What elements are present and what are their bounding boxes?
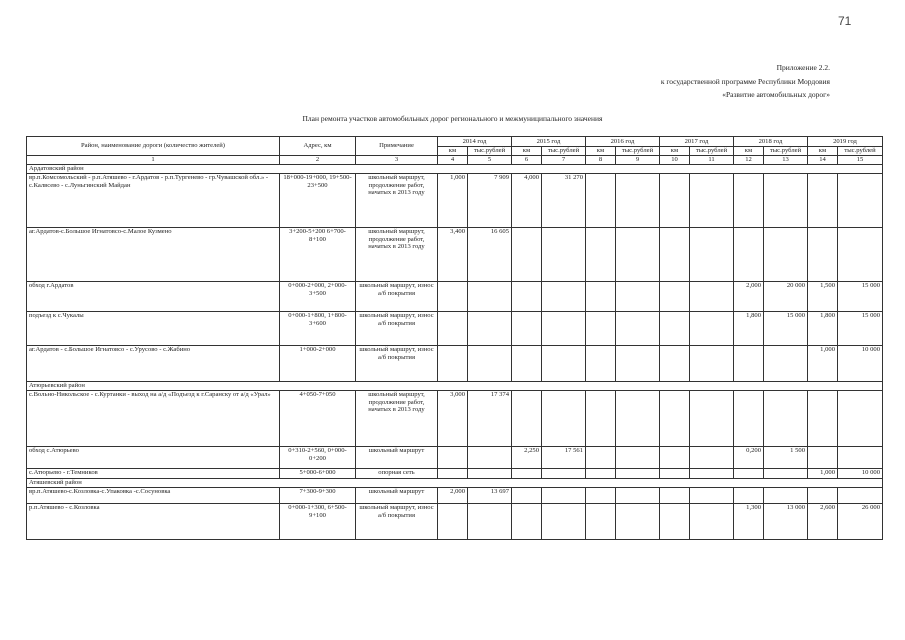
- value-rub: 17 561: [542, 447, 586, 469]
- column-number: 5: [468, 156, 512, 165]
- header-unit-rub: тыс.рублей: [690, 147, 734, 156]
- value-km: [660, 469, 690, 479]
- value-rub: [616, 447, 660, 469]
- value-km: [734, 346, 764, 382]
- value-rub: [542, 282, 586, 312]
- district-name: Ардатовский район: [27, 165, 883, 174]
- value-km: [586, 488, 616, 504]
- road-note: школьный маршрут, продолжение работ, начатых в 2013 году: [356, 228, 438, 282]
- road-name: обход с.Атюрьево: [27, 447, 280, 469]
- road-note: школьный маршрут, продолжение работ, начатых в 2013 году: [356, 174, 438, 228]
- value-km: [660, 488, 690, 504]
- road-note: школьный маршрут, износ а/б покрытия: [356, 504, 438, 540]
- value-km: [734, 174, 764, 228]
- value-rub: [468, 447, 512, 469]
- value-km: [438, 312, 468, 346]
- road-name: обход г.Ардатов: [27, 282, 280, 312]
- value-km: [734, 391, 764, 447]
- value-km: 1,000: [438, 174, 468, 228]
- value-rub: [616, 282, 660, 312]
- table-row: [27, 228, 883, 282]
- value-km: [586, 312, 616, 346]
- value-rub: [542, 488, 586, 504]
- road-note: опорная сеть: [356, 469, 438, 479]
- road-name: вр.п.Комсомольский - р.п.Атяшево - г.Ардатов - р.п.Тургенево - гр.Чувашской обл.» - с.Калвсево - с.Луньгинский Майдан: [27, 174, 280, 228]
- road-address: 4+050-7+050: [280, 391, 356, 447]
- value-rub: [616, 312, 660, 346]
- value-rub: 26 000: [838, 504, 883, 540]
- column-number: 15: [838, 156, 883, 165]
- table-row: [27, 174, 883, 228]
- road-name: подъезд к с.Чукалы: [27, 312, 280, 346]
- value-rub: [468, 346, 512, 382]
- road-address: 5+000-6+000: [280, 469, 356, 479]
- road-name: аг.Ардатов - с.Большое Игнатовсо - с.Урусово - с.Жабино: [27, 346, 280, 382]
- value-rub: 10 000: [838, 469, 883, 479]
- header-unit-rub: тыс.рублей: [616, 147, 660, 156]
- value-km: 1,000: [808, 469, 838, 479]
- road-name: с.Атюрьево - г.Темников: [27, 469, 280, 479]
- road-address: 0+000-1+300, 6+500-9+100: [280, 504, 356, 540]
- value-km: 1,800: [734, 312, 764, 346]
- value-rub: [468, 282, 512, 312]
- value-rub: 15 000: [838, 282, 883, 312]
- value-km: 3,000: [438, 391, 468, 447]
- value-km: [660, 346, 690, 382]
- header-year: 2016 год: [586, 137, 660, 147]
- table-row: [27, 488, 883, 504]
- header-year: 2014 год: [438, 137, 512, 147]
- district-row: [27, 382, 883, 391]
- table-row: [27, 447, 883, 469]
- header-unit-rub: тыс.рублей: [838, 147, 883, 156]
- value-rub: 10 000: [838, 346, 883, 382]
- value-rub: [690, 228, 734, 282]
- value-km: [438, 282, 468, 312]
- header-unit-rub: тыс.рублей: [542, 147, 586, 156]
- column-number: 8: [586, 156, 616, 165]
- value-km: [660, 312, 690, 346]
- value-km: 2,250: [512, 447, 542, 469]
- value-km: 0,200: [734, 447, 764, 469]
- value-km: [512, 504, 542, 540]
- value-rub: 7 909: [468, 174, 512, 228]
- value-rub: 16 605: [468, 228, 512, 282]
- value-km: 3,400: [438, 228, 468, 282]
- road-note: школьный маршрут, износ а/б покрытия: [356, 312, 438, 346]
- value-rub: 20 000: [764, 282, 808, 312]
- value-km: [586, 504, 616, 540]
- header-year: 2018 год: [734, 137, 808, 147]
- value-rub: [690, 312, 734, 346]
- table-row: [27, 469, 883, 479]
- value-rub: [468, 504, 512, 540]
- value-rub: [616, 391, 660, 447]
- value-rub: [690, 346, 734, 382]
- value-rub: [690, 282, 734, 312]
- district-name: Атюрьевский район: [27, 382, 883, 391]
- column-number: 9: [616, 156, 660, 165]
- value-rub: [690, 447, 734, 469]
- value-km: [438, 346, 468, 382]
- value-rub: [542, 312, 586, 346]
- road-name: вр.п.Атяшево-с.Козловка-с.Упаковка -с.Сосуновка: [27, 488, 280, 504]
- header-unit-km: км: [734, 147, 764, 156]
- table-row: [27, 346, 883, 382]
- value-rub: 1 500: [764, 447, 808, 469]
- road-note: школьный маршрут: [356, 447, 438, 469]
- value-rub: [838, 488, 883, 504]
- value-rub: [616, 469, 660, 479]
- value-km: [586, 447, 616, 469]
- header-year: 2017 год: [660, 137, 734, 147]
- road-note: школьный маршрут: [356, 488, 438, 504]
- road-note: школьный маршрут, износ а/б покрытия: [356, 346, 438, 382]
- road-note: школьный маршрут, износ а/б покрытия: [356, 282, 438, 312]
- column-number: 7: [542, 156, 586, 165]
- value-km: 2,600: [808, 504, 838, 540]
- value-rub: [690, 174, 734, 228]
- table-row: [27, 504, 883, 540]
- value-rub: 15 000: [838, 312, 883, 346]
- repair-plan-table: [26, 136, 883, 540]
- value-km: 2,000: [438, 488, 468, 504]
- value-rub: [542, 391, 586, 447]
- value-km: 1,500: [808, 282, 838, 312]
- value-km: [660, 504, 690, 540]
- value-km: [660, 228, 690, 282]
- column-number: 4: [438, 156, 468, 165]
- value-km: 1,300: [734, 504, 764, 540]
- value-km: [808, 228, 838, 282]
- road-address: 0+310-2+560, 0+000-0+200: [280, 447, 356, 469]
- road-address: 0+000-1+800, 1+800-3+600: [280, 312, 356, 346]
- table-row: [27, 282, 883, 312]
- value-km: [438, 447, 468, 469]
- header-year: 2019 год: [808, 137, 883, 147]
- appendix-program: к государственной программе Республики Мордовия: [660, 77, 830, 86]
- value-km: [586, 174, 616, 228]
- value-km: [512, 228, 542, 282]
- value-rub: [616, 488, 660, 504]
- header-unit-km: км: [512, 147, 542, 156]
- value-rub: [838, 174, 883, 228]
- value-km: [808, 447, 838, 469]
- value-rub: [542, 346, 586, 382]
- header-name: Район, наименование дороги (количество жителей): [27, 137, 280, 156]
- value-rub: 13 697: [468, 488, 512, 504]
- value-km: [734, 228, 764, 282]
- value-rub: [468, 312, 512, 346]
- value-km: [660, 447, 690, 469]
- table-row: [27, 312, 883, 346]
- value-rub: [764, 391, 808, 447]
- road-address: 18+000-19+000, 19+500-23+500: [280, 174, 356, 228]
- value-km: [586, 391, 616, 447]
- value-km: [808, 174, 838, 228]
- road-name: р.п.Атяшево - с.Козловка: [27, 504, 280, 540]
- district-row: [27, 479, 883, 488]
- value-rub: [616, 174, 660, 228]
- column-number: 14: [808, 156, 838, 165]
- road-address: 0+000-2+000, 2+000-3+500: [280, 282, 356, 312]
- value-rub: [764, 346, 808, 382]
- value-rub: [616, 504, 660, 540]
- value-km: [512, 488, 542, 504]
- district-name: Атяшевский район: [27, 479, 883, 488]
- value-rub: [690, 504, 734, 540]
- value-km: [586, 228, 616, 282]
- header-note: Примечание: [356, 137, 438, 156]
- header-unit-km: км: [808, 147, 838, 156]
- value-km: [586, 282, 616, 312]
- value-rub: [764, 174, 808, 228]
- value-rub: [690, 488, 734, 504]
- header-unit-km: км: [438, 147, 468, 156]
- header-address: Адрес, км: [280, 137, 356, 156]
- value-rub: [764, 488, 808, 504]
- column-number: 2: [280, 156, 356, 165]
- table-row: [27, 391, 883, 447]
- column-number: 6: [512, 156, 542, 165]
- value-rub: 13 000: [764, 504, 808, 540]
- column-number: 1: [27, 156, 280, 165]
- value-rub: [690, 391, 734, 447]
- value-km: [586, 346, 616, 382]
- column-number: 12: [734, 156, 764, 165]
- value-km: 2,000: [734, 282, 764, 312]
- value-km: [660, 282, 690, 312]
- value-rub: [690, 469, 734, 479]
- value-rub: 17 374: [468, 391, 512, 447]
- value-km: [734, 488, 764, 504]
- value-rub: [468, 469, 512, 479]
- appendix-program-name: «Развитие автомобильных дорог»: [722, 90, 830, 99]
- value-km: [438, 469, 468, 479]
- value-km: [660, 391, 690, 447]
- page-number: 71: [838, 14, 852, 28]
- document-title: План ремонта участков автомобильных дорог регионального и межмуниципального значения: [302, 114, 603, 123]
- value-km: [808, 488, 838, 504]
- value-rub: [838, 391, 883, 447]
- value-km: [660, 174, 690, 228]
- column-number: 11: [690, 156, 734, 165]
- value-km: 4,000: [512, 174, 542, 228]
- value-rub: [542, 228, 586, 282]
- value-km: [808, 391, 838, 447]
- appendix-label: Приложение 2.2.: [776, 63, 830, 72]
- value-rub: [764, 228, 808, 282]
- value-rub: [542, 504, 586, 540]
- header-unit-km: км: [586, 147, 616, 156]
- road-note: школьный маршрут, продолжение работ, начатых в 2013 году: [356, 391, 438, 447]
- value-km: [586, 469, 616, 479]
- road-name: аг.Ардатов-с.Большое Игнатовсо-с.Малое Кузмено: [27, 228, 280, 282]
- value-rub: [616, 346, 660, 382]
- value-km: [512, 391, 542, 447]
- column-number: 3: [356, 156, 438, 165]
- value-km: 1,800: [808, 312, 838, 346]
- header-year: 2015 год: [512, 137, 586, 147]
- value-km: [734, 469, 764, 479]
- value-km: [512, 282, 542, 312]
- value-rub: [838, 228, 883, 282]
- column-number: 10: [660, 156, 690, 165]
- column-number: 13: [764, 156, 808, 165]
- road-name: с.Вольно-Никольское - с.Куртанки - выход на а/д «Подъезд к г.Саранску от а/д «Урал»: [27, 391, 280, 447]
- value-rub: [764, 469, 808, 479]
- value-km: [438, 504, 468, 540]
- table-body: [27, 165, 883, 540]
- value-km: [512, 346, 542, 382]
- district-row: [27, 165, 883, 174]
- value-rub: [838, 447, 883, 469]
- value-rub: 31 270: [542, 174, 586, 228]
- road-address: 1+000-2+000: [280, 346, 356, 382]
- road-address: 3+200-5+200 6+700-8+100: [280, 228, 356, 282]
- value-rub: 15 000: [764, 312, 808, 346]
- road-address: 7+300-9+300: [280, 488, 356, 504]
- value-km: [512, 469, 542, 479]
- header-unit-rub: тыс.рублей: [764, 147, 808, 156]
- value-km: [512, 312, 542, 346]
- value-km: 1,000: [808, 346, 838, 382]
- value-rub: [542, 469, 586, 479]
- value-rub: [616, 228, 660, 282]
- header-unit-rub: тыс.рублей: [468, 147, 512, 156]
- header-unit-km: км: [660, 147, 690, 156]
